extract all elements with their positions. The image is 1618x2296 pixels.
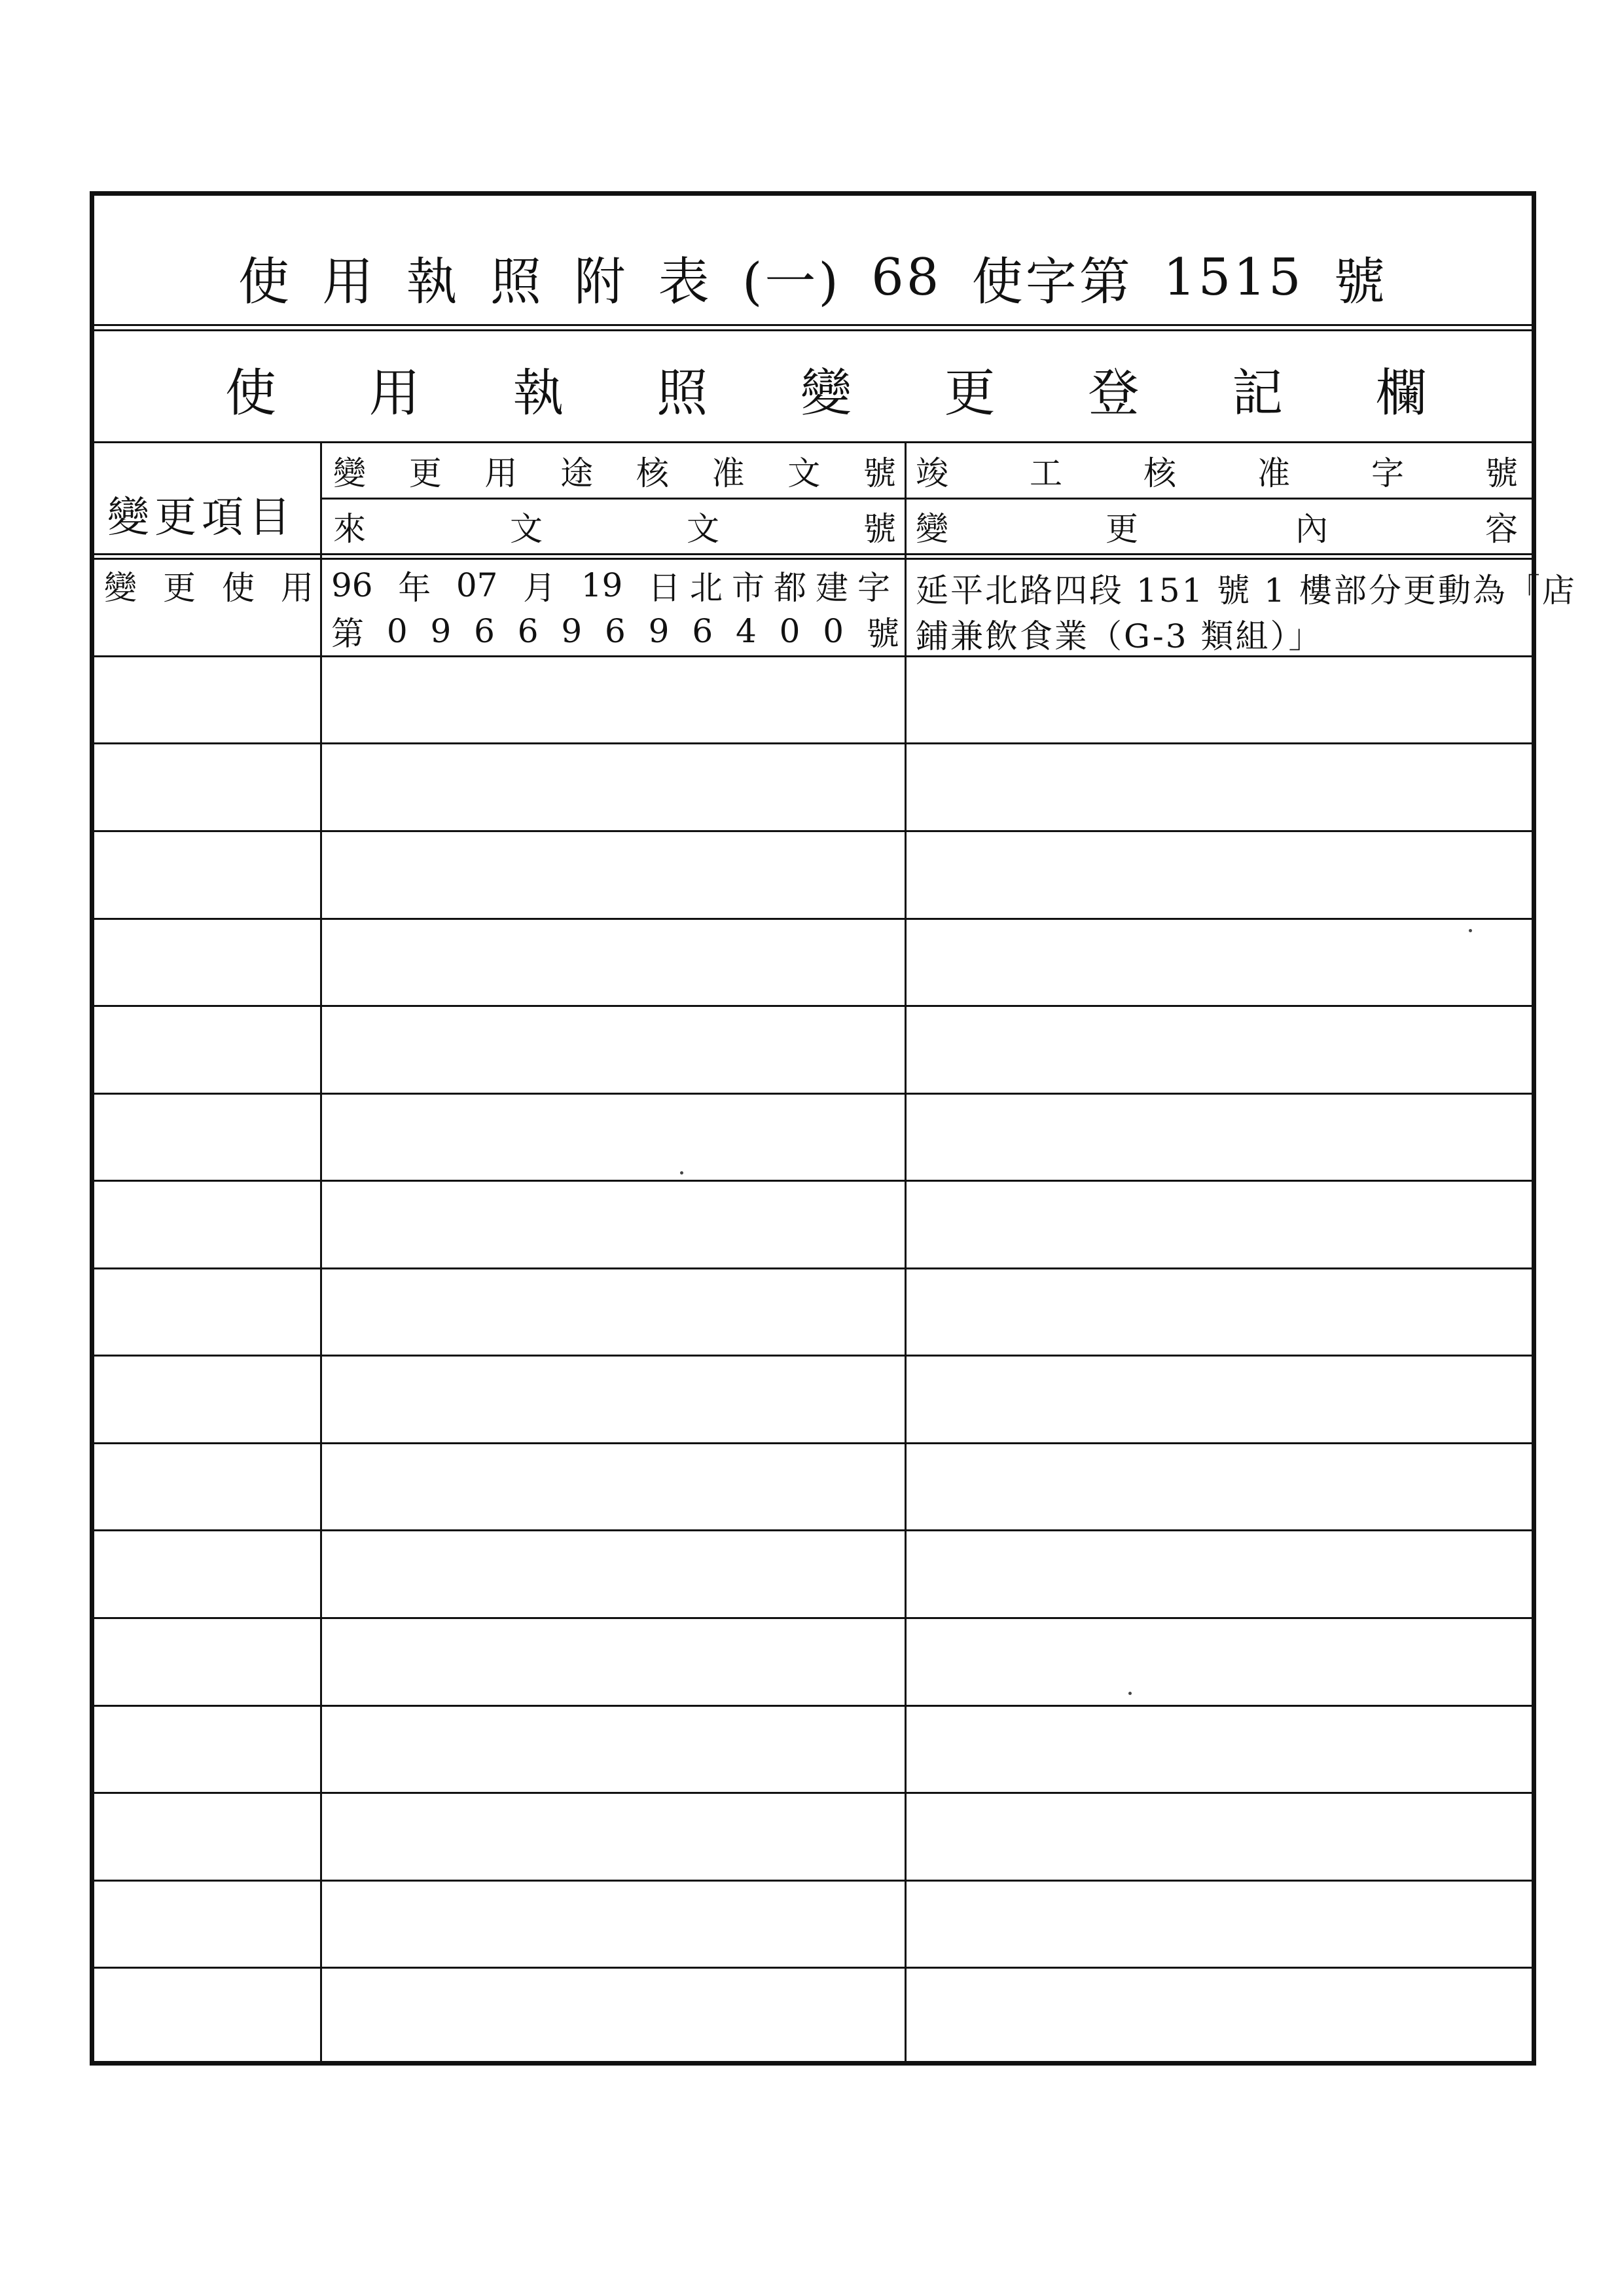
header-char: 更 xyxy=(408,454,442,492)
subtitle-char: 記 xyxy=(1232,364,1284,423)
header-change-item: 變更項目 xyxy=(107,494,296,542)
cell-char: 使 xyxy=(222,569,255,607)
cell-char: 更 xyxy=(163,569,196,607)
form-subtitle xyxy=(225,340,1427,438)
header-char: 文 xyxy=(510,510,543,548)
scan-speck xyxy=(1469,929,1472,932)
row-line xyxy=(94,1005,1532,1007)
header-char: 准 xyxy=(711,454,745,492)
row-content-line1: 延平北路四段 151 號 1 樓部分更動為「店 xyxy=(916,572,1577,610)
cell-text: 19 xyxy=(581,566,623,604)
divider xyxy=(94,553,1532,555)
row-line xyxy=(94,1180,1532,1182)
license-number: 1515 xyxy=(1163,248,1304,307)
header-char: 核 xyxy=(636,454,669,492)
row-line xyxy=(94,1967,1532,1969)
cell-text: 96 xyxy=(331,566,373,604)
column-divider xyxy=(905,441,907,2061)
row-line xyxy=(94,1617,1532,1619)
title-char: 使 xyxy=(238,253,293,312)
header-source-doc xyxy=(333,503,896,549)
header-char: 竣 xyxy=(916,454,948,492)
header-char: 號 xyxy=(863,510,896,548)
header-char: 更 xyxy=(1106,510,1138,548)
header-char: 變 xyxy=(916,510,948,548)
row-line xyxy=(94,918,1532,920)
cell-char: 6 xyxy=(474,612,495,650)
divider xyxy=(94,558,1532,560)
cell-char: 9 xyxy=(561,612,583,650)
subtitle-char: 變 xyxy=(800,364,852,423)
header-char: 內 xyxy=(1295,510,1328,548)
form-title xyxy=(238,235,1388,320)
cell-char: 變 xyxy=(104,569,137,607)
row-change-item xyxy=(104,562,314,608)
header-char: 來 xyxy=(333,510,366,548)
subtitle-char: 照 xyxy=(656,364,708,423)
row-line xyxy=(94,830,1532,832)
header-char: 准 xyxy=(1257,454,1290,492)
cell-char: 0 xyxy=(779,612,800,650)
row-line xyxy=(94,1529,1532,1531)
title-char: 執 xyxy=(406,253,460,312)
header-char: 變 xyxy=(333,454,366,492)
cell-char: 0 xyxy=(823,612,844,650)
title-char: 用 xyxy=(322,253,376,312)
cell-text: 月 xyxy=(523,569,556,607)
header-char: 號 xyxy=(1485,454,1518,492)
cell-char: 6 xyxy=(605,612,626,650)
header-change-content xyxy=(916,503,1518,549)
header-char: 字 xyxy=(1371,454,1404,492)
cell-char: 用 xyxy=(281,569,314,607)
header-char: 文 xyxy=(787,454,821,492)
row-line xyxy=(94,1705,1532,1707)
header-char: 用 xyxy=(484,454,518,492)
divider xyxy=(94,329,1532,331)
license-year: 68 xyxy=(871,248,942,307)
row-line xyxy=(94,1267,1532,1269)
divider xyxy=(320,498,1532,500)
row-line xyxy=(94,742,1532,744)
cell-char: 9 xyxy=(648,612,670,650)
title-char: 照 xyxy=(490,253,544,312)
cell-char: 號 xyxy=(866,615,899,653)
cell-char: 6 xyxy=(692,612,713,650)
row-line xyxy=(94,1792,1532,1794)
header-char: 途 xyxy=(560,454,594,492)
header-char: 容 xyxy=(1485,510,1518,548)
header-char: 文 xyxy=(687,510,719,548)
divider xyxy=(94,324,1532,326)
title-char: 表 xyxy=(658,253,712,312)
row-content-line2: 鋪兼飲食業（G-3 類組）」 xyxy=(916,617,1323,655)
header-char: 核 xyxy=(1143,454,1176,492)
scan-speck xyxy=(680,1171,683,1175)
cell-text: 07 xyxy=(456,566,498,604)
title-paren: (一) xyxy=(742,253,841,312)
cell-char: 第 xyxy=(331,615,364,653)
title-char: 附 xyxy=(574,253,628,312)
row-line xyxy=(94,1355,1532,1357)
cell-text: 年 xyxy=(398,569,431,607)
header-change-use-doc xyxy=(333,448,896,494)
subtitle-char: 登 xyxy=(1088,364,1140,423)
cell-char: 9 xyxy=(430,612,452,650)
form-frame xyxy=(90,191,1577,2066)
subtitle-char: 使 xyxy=(225,364,277,423)
title-char: 號 xyxy=(1333,253,1388,312)
divider xyxy=(94,441,1532,443)
scan-speck xyxy=(1128,1692,1132,1695)
column-divider xyxy=(320,441,322,2061)
license-prefix: 使字第 xyxy=(971,253,1133,312)
subtitle-char: 更 xyxy=(944,364,996,423)
subtitle-char: 欄 xyxy=(1375,364,1427,423)
row-line xyxy=(94,1442,1532,1444)
row-doc-line1 xyxy=(331,562,899,608)
header-char: 工 xyxy=(1030,454,1062,492)
row-doc-line2 xyxy=(331,608,899,654)
header-char: 號 xyxy=(863,454,896,492)
row-line xyxy=(94,655,1532,657)
subtitle-char: 用 xyxy=(369,364,420,423)
cell-text: 日北市都建字 xyxy=(648,569,899,607)
cell-char: 4 xyxy=(735,612,757,650)
cell-char: 6 xyxy=(517,612,539,650)
row-line xyxy=(94,1880,1532,1882)
row-line xyxy=(94,1093,1532,1095)
cell-char: 0 xyxy=(386,612,408,650)
header-completion-doc xyxy=(916,448,1518,494)
subtitle-char: 執 xyxy=(512,364,564,423)
